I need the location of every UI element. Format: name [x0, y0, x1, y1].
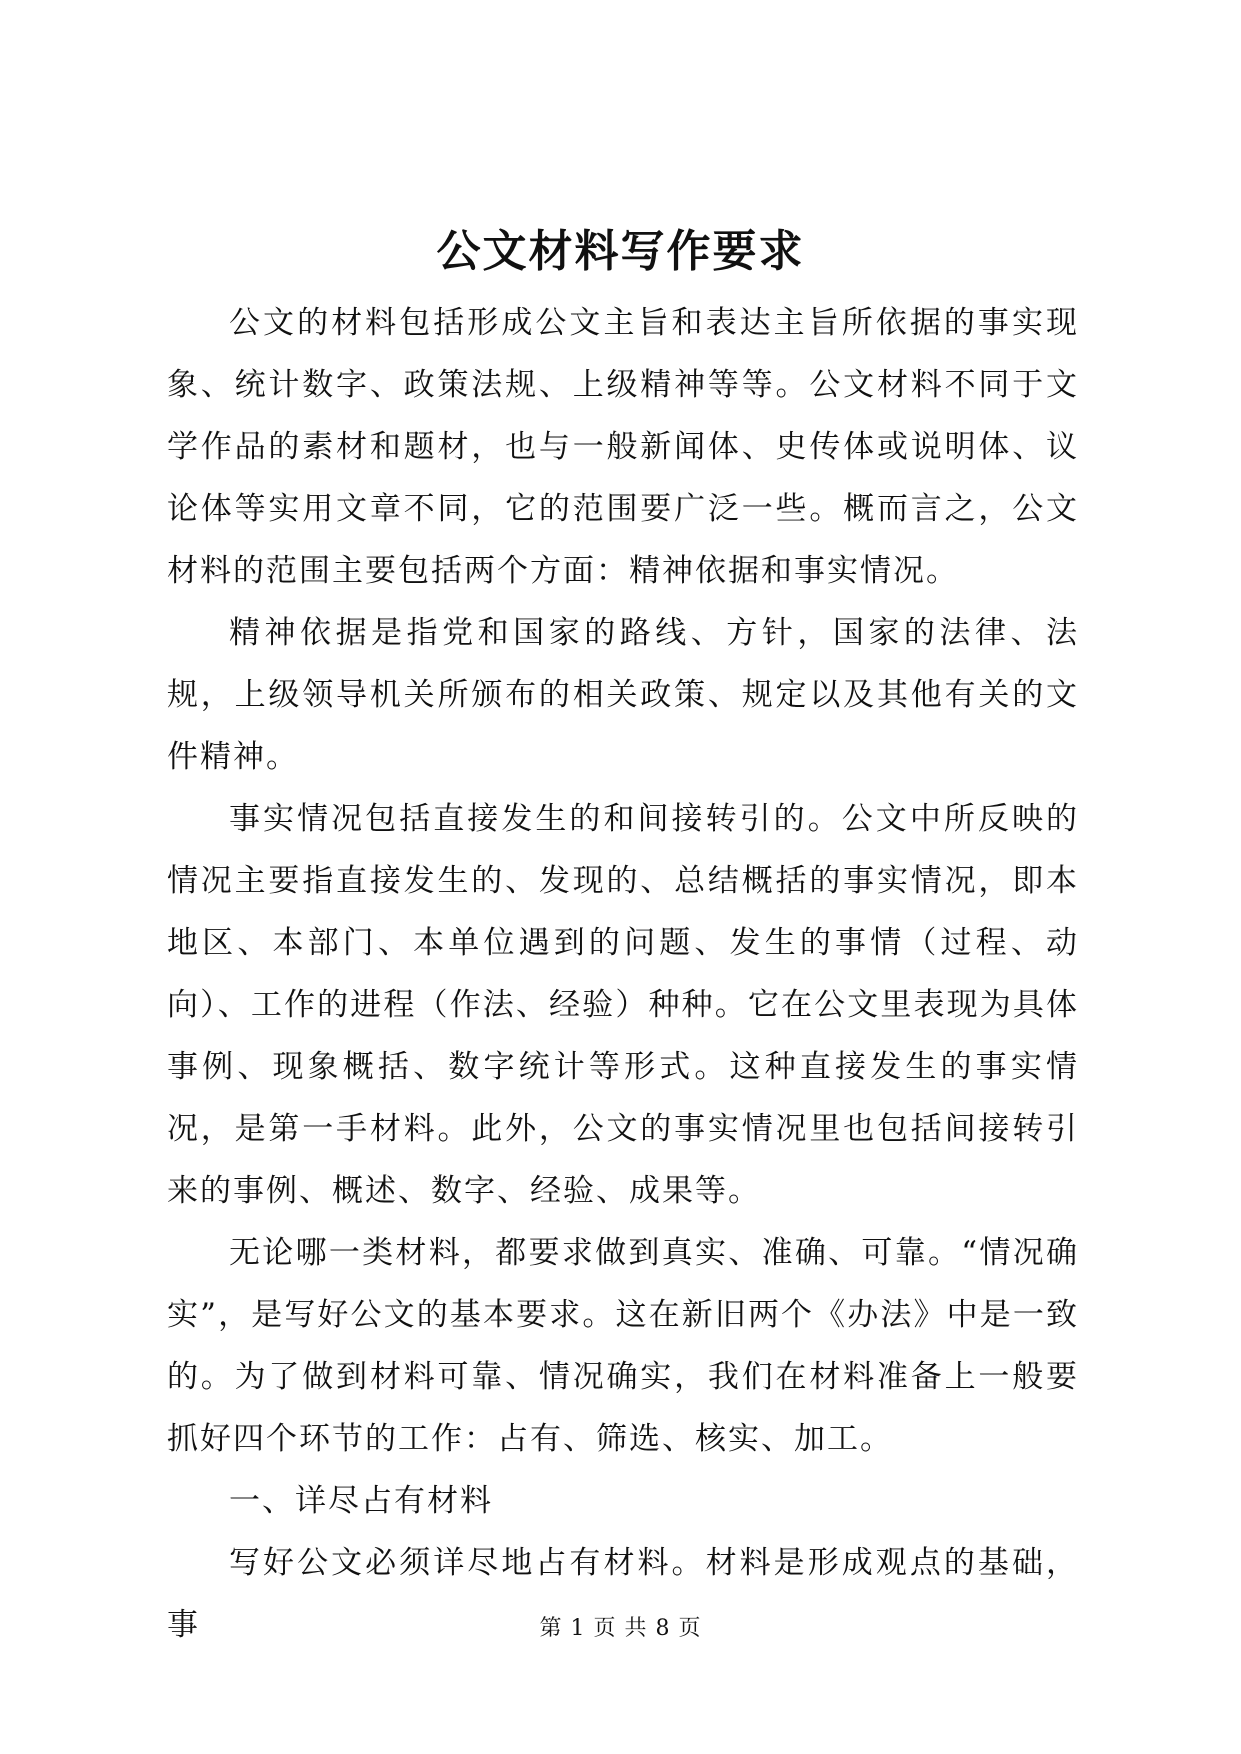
paragraph-intro: 公文的材料包括形成公文主旨和表达主旨所依据的事实现象、统计数字、政策法规、上级精神等等。公文材料不同于文学作品的素材和题材，也与一般新闻体、史传体或说明体、议论体等实用文章不同，它的范围要广泛一些。概而言之，公文材料的范围主要包括两个方面：精神依据和事实情况。 [167, 305, 1079, 589]
document-title: 公文材料写作要求 [436, 226, 805, 277]
paragraph-spirit-basis: 精神依据是指党和国家的路线、方针，国家的法律、法规，上级领导机关所颁布的相关政策、规定以及其他有关的文件精神。 [167, 615, 1079, 775]
paragraph-section-1: 写好公文必须详尽地占有材料。材料是形成观点的基础，事 [167, 1545, 1079, 1643]
document-body [167, 292, 1079, 1656]
paragraph-facts: 事实情况包括直接发生的和间接转引的。公文中所反映的情况主要指直接发生的、发现的、总结概括的事实情况，即本地区、本部门、本单位遇到的问题、发生的事情（过程、动向）、工作的进程（作法、经验）种种。它在公文里表现为具体事例、现象概括、数字统计等形式。这种直接发生的事实情况，是第一手材料。此外，公文的事实情况里也包括间接转引来的事例、概述、数字、经验、成果等。 [167, 801, 1079, 1209]
page-footer: 第 1 页 共 8 页 [539, 1616, 702, 1641]
paragraph-requirements: 无论哪一类材料，都要求做到真实、准确、可靠。“情况确实”，是写好公文的基本要求。这在新旧两个《办法》中是一致的。为了做到材料可靠、情况确实，我们在材料准备上一般要抓好四个环节的工作：占有、筛选、核实、加工。 [167, 1235, 1079, 1457]
section-heading-1: 一、详尽占有材料 [229, 1483, 493, 1519]
